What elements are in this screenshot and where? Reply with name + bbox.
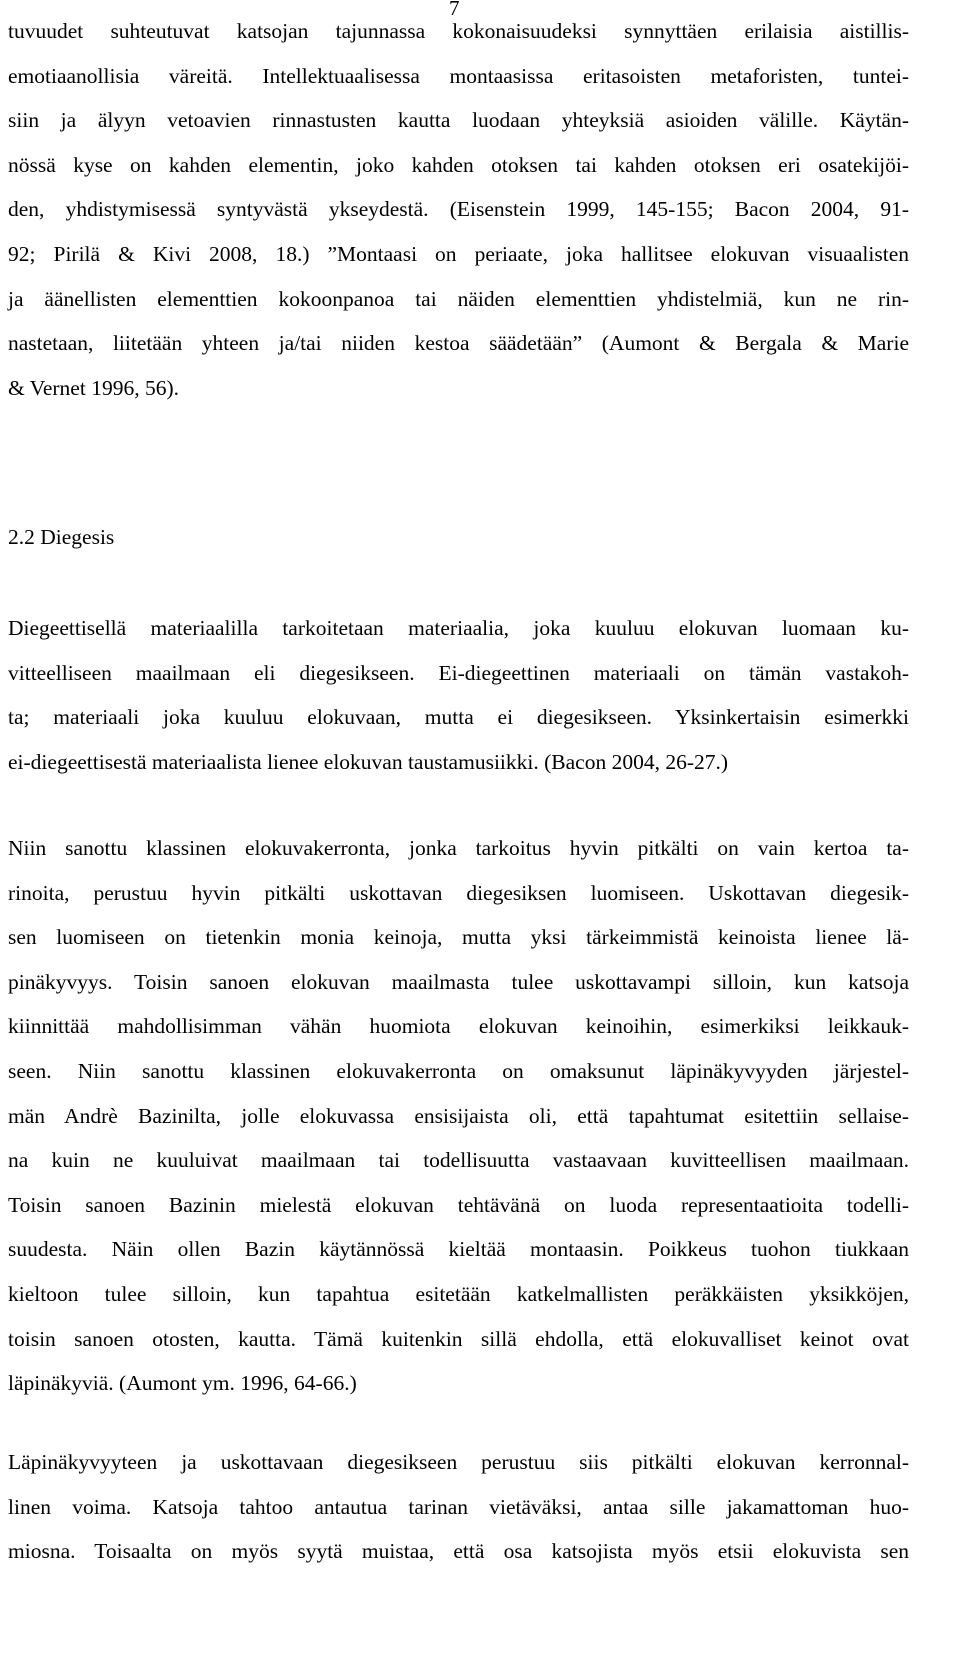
text-line: suudesta. Näin ollen Bazin käytännössä kieltää montaasin. Poikkeus tuohon tiukkaan: [8, 1237, 909, 1262]
paragraph-transparency: [8, 1440, 909, 1574]
text-line: nastetaan, liitetään yhteen ja/tai niiden kestoa säädetään” (Aumont & Bergala & Marie: [8, 331, 909, 356]
page-number: 7: [449, 0, 460, 20]
text-line: siin ja älyyn vetoavien rinnastusten kautta luodaan yhteyksiä asioiden välille. Käytän-: [8, 108, 909, 133]
text-line: Niin sanottu klassinen elokuvakerronta, jonka tarkoitus hyvin pitkälti on vain kertoa ta-: [8, 836, 909, 860]
text-line: miosna. Toisaalta on myös syytä muistaa, että osa katsojista myös etsii elokuvista sen: [8, 1539, 909, 1564]
text-line: vitteelliseen maailmaan eli diegesikseen. Ei-diegeettinen materiaali on tämän vastakoh-: [8, 660, 909, 685]
text-line: & Vernet 1996, 56).: [8, 375, 179, 400]
text-line: män Andrè Bazinilta, jolle elokuvassa ensisijaista oli, että tapahtumat esitettiin sellaise-: [8, 1103, 909, 1128]
text-line: sen luomiseen on tietenkin monia keinoja, mutta yksi tärkeimmistä keinoista lienee lä-: [8, 925, 909, 950]
text-line: na kuin ne kuuluivat maailmaan tai todellisuutta vastaavaan kuvitteellisen maailmaan.: [8, 1148, 909, 1173]
text-line: Toisin sanoen Bazinin mielestä elokuvan tehtävänä on luoda representaatioita todelli-: [8, 1192, 909, 1217]
text-line: kiinnittää mahdollisimman vähän huomiota elokuvan keinoihin, esimerkiksi leikkauk-: [8, 1014, 909, 1039]
text-line: den, yhdistymisessä syntyvästä ykseydestä. (Eisenstein 1999, 145-155; Bacon 2004, 91-: [8, 197, 909, 222]
text-line: toisin sanoen otosten, kautta. Tämä kuitenkin sillä ehdolla, että elokuvalliset keinot ovat: [8, 1326, 909, 1351]
text-line: nössä kyse on kahden elementin, joko kahden otoksen tai kahden otoksen eri osatekijöi-: [8, 152, 909, 177]
text-line: ja äänellisten elementtien kokoonpanoa tai näiden elementtien yhdistelmiä, kun ne rin-: [8, 286, 909, 311]
text-line: pinäkyvyys. Toisin sanoen elokuvan maailmasta tulee uskottavampi silloin, kun katsoja: [8, 969, 909, 994]
text-line: linen voima. Katsoja tahtoo antautua tarinan vietäväksi, antaa sille jakamattoman huo-: [8, 1494, 909, 1519]
text-line: rinoita, perustuu hyvin pitkälti uskottavan diegesiksen luomiseen. Uskottavan diegesik-: [8, 880, 909, 905]
paragraph-montage: [8, 9, 909, 410]
text-line: Diegeettisellä materiaalilla tarkoitetaan materiaalia, joka kuuluu elokuvan luomaan ku-: [8, 616, 909, 640]
text-line: kieltoon tulee silloin, kun tapahtua esitetään katkelmallisten peräkkäisten yksikköjen,: [8, 1281, 909, 1306]
text-line: seen. Niin sanottu klassinen elokuvakerronta on omaksunut läpinäkyvyyden järjestel-: [8, 1058, 909, 1083]
text-line: ei-diegeettisestä materiaalista lienee elokuvan taustamusiikki. (Bacon 2004, 26-27.): [8, 749, 729, 774]
paragraph-diegetic-material: [8, 606, 909, 784]
text-line: Läpinäkyvyyteen ja uskottavaan diegesikseen perustuu siis pitkälti elokuvan kerronnal-: [8, 1450, 909, 1474]
paragraph-classical-narration: [8, 826, 909, 1406]
text-line: 92; Pirilä & Kivi 2008, 18.) ”Montaasi on periaate, joka hallitsee elokuvan visuaalisten: [8, 241, 909, 266]
text-line: tuvuudet suhteutuvat katsojan tajunnassa kokonaisuudeksi synnyttäen erilaisia aistillis-: [8, 19, 909, 43]
section-heading: 2.2 Diegesis: [8, 525, 115, 549]
text-line: emotiaanollisia väreitä. Intellektuaalisessa montaasissa eritasoisten metaforisten, tuntei-: [8, 63, 909, 88]
text-line: ta; materiaali joka kuuluu elokuvaan, mutta ei diegesikseen. Yksinkertaisin esimerkki: [8, 705, 909, 730]
text-line: läpinäkyviä. (Aumont ym. 1996, 64-66.): [8, 1371, 357, 1396]
